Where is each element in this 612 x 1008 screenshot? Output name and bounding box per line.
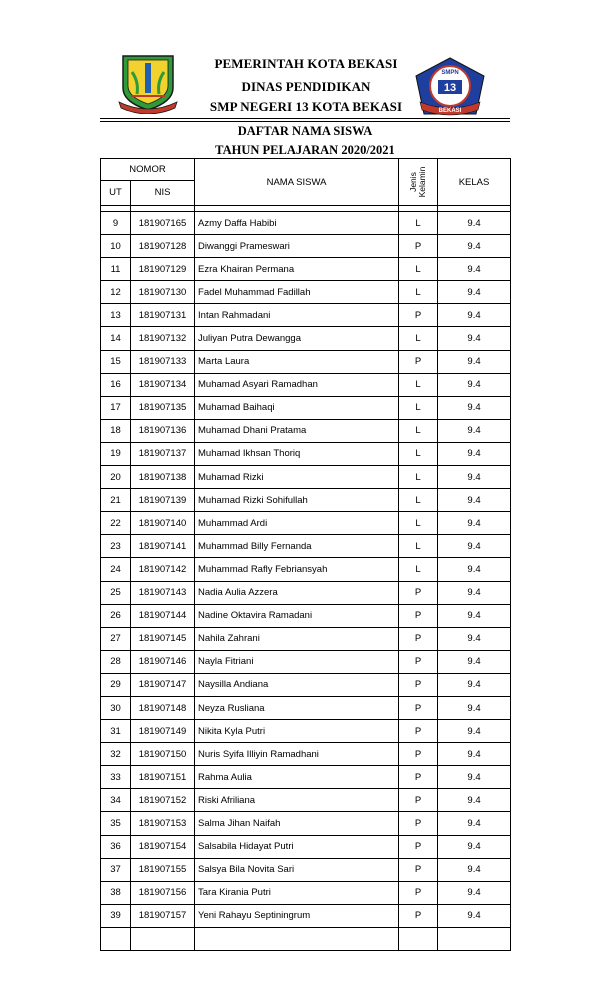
cell-kelas: 9.4: [438, 535, 511, 558]
cell-nis: 181907136: [131, 419, 195, 442]
cell-name: Yeni Rahayu Septiningrum: [195, 904, 399, 927]
cell-nis: 181907135: [131, 396, 195, 419]
cell-ut: 28: [101, 650, 131, 673]
cell-name: Marta Laura: [195, 350, 399, 373]
cell-ut: 18: [101, 419, 131, 442]
table-row: [101, 373, 511, 396]
cell-kelas: 9.4: [438, 835, 511, 858]
cell-nis: 181907138: [131, 466, 195, 489]
table-row: [101, 396, 511, 419]
cell-ut: 38: [101, 881, 131, 904]
cell-kelas: 9.4: [438, 419, 511, 442]
cell-nis: 181907130: [131, 281, 195, 304]
column-header-nama: NAMA SISWA: [195, 159, 399, 206]
cell-ut: 9: [101, 212, 131, 235]
cell-nis: 181907150: [131, 743, 195, 766]
cell-jk: L: [399, 212, 438, 235]
cell-nis: 181907154: [131, 835, 195, 858]
cell-ut: 27: [101, 627, 131, 650]
cell-kelas: 9.4: [438, 281, 511, 304]
cell-nis: 181907148: [131, 696, 195, 719]
table-row: [101, 535, 511, 558]
cell-kelas: 9.4: [438, 604, 511, 627]
cell-jk: P: [399, 789, 438, 812]
cell-ut: 20: [101, 466, 131, 489]
table-row: [101, 696, 511, 719]
cell-jk: L: [399, 419, 438, 442]
cell-nis: 181907149: [131, 720, 195, 743]
cell-kelas: 9.4: [438, 904, 511, 927]
cell-jk: P: [399, 858, 438, 881]
cell-jk: P: [399, 627, 438, 650]
school-logo-city: BEKASI: [438, 108, 462, 114]
cell-ut: 31: [101, 720, 131, 743]
cell-kelas: 9.4: [438, 743, 511, 766]
cell-name: Ezra Khairan Permana: [195, 258, 399, 281]
cell-jk: P: [399, 696, 438, 719]
cell-jk: P: [399, 766, 438, 789]
cell-nis: 181907141: [131, 535, 195, 558]
cell-kelas: 9.4: [438, 212, 511, 235]
cell-jk: L: [399, 442, 438, 465]
cell-kelas: 9.4: [438, 812, 511, 835]
cell-kelas: 9.4: [438, 304, 511, 327]
cell-ut: 33: [101, 766, 131, 789]
table-row: [101, 881, 511, 904]
cell-name: Muhamad Ikhsan Thoriq: [195, 442, 399, 465]
cell-name: Muhamad Asyari Ramadhan: [195, 373, 399, 396]
cell-kelas: 9.4: [438, 327, 511, 350]
cell-kelas: 9.4: [438, 766, 511, 789]
cell-name: Tara Kirania Putri: [195, 881, 399, 904]
column-header-jenis-kelamin: Jenis Kelamin: [399, 159, 438, 206]
cell-ut: 24: [101, 558, 131, 581]
cell-ut: 14: [101, 327, 131, 350]
cell-nis: 181907144: [131, 604, 195, 627]
cell-kelas: 9.4: [438, 558, 511, 581]
cell-name: Muhamad Rizki Sohifullah: [195, 489, 399, 512]
cell-name: Salsya Bila Novita Sari: [195, 858, 399, 881]
table-row: [101, 835, 511, 858]
table-row: [101, 650, 511, 673]
cell-ut: 19: [101, 442, 131, 465]
cell-jk: P: [399, 881, 438, 904]
cell-name: Juliyan Putra Dewangga: [195, 327, 399, 350]
cell-kelas: 9.4: [438, 858, 511, 881]
cell-ut: 22: [101, 512, 131, 535]
cell-ut: 32: [101, 743, 131, 766]
cell-kelas: 9.4: [438, 489, 511, 512]
cell-ut: 17: [101, 396, 131, 419]
column-header-kelas: KELAS: [438, 159, 511, 206]
cell-jk: L: [399, 512, 438, 535]
table-row: [101, 627, 511, 650]
cell-ut: 15: [101, 350, 131, 373]
table-row: [101, 304, 511, 327]
cell-kelas: 9.4: [438, 581, 511, 604]
student-table: [100, 158, 511, 951]
cell-nis: 181907140: [131, 512, 195, 535]
cell-nis: 181907151: [131, 766, 195, 789]
table-row: [101, 766, 511, 789]
cell-ut: 16: [101, 373, 131, 396]
cell-ut: 25: [101, 581, 131, 604]
cell-jk: P: [399, 350, 438, 373]
cell-ut: 29: [101, 673, 131, 696]
cell-jk: L: [399, 489, 438, 512]
column-header-nis: NIS: [131, 180, 195, 205]
cell-name: Muhamad Rizki: [195, 466, 399, 489]
cell-kelas: 9.4: [438, 789, 511, 812]
column-header-nomor: NOMOR: [101, 159, 195, 181]
cell-name: Diwanggi Prameswari: [195, 235, 399, 258]
cell-kelas: 9.4: [438, 466, 511, 489]
cell-ut: 39: [101, 904, 131, 927]
cell-nis: 181907128: [131, 235, 195, 258]
school-logo-icon: [414, 56, 486, 118]
cell-jk: P: [399, 235, 438, 258]
cell-kelas: 9.4: [438, 396, 511, 419]
cell-jk: P: [399, 673, 438, 696]
cell-nis: 181907139: [131, 489, 195, 512]
cell-jk: L: [399, 535, 438, 558]
school-logo-label: SMPN: [441, 70, 459, 76]
cell-jk: L: [399, 558, 438, 581]
table-row: [101, 419, 511, 442]
cell-jk: P: [399, 650, 438, 673]
cell-jk: P: [399, 743, 438, 766]
cell-jk: P: [399, 304, 438, 327]
cell-jk: L: [399, 373, 438, 396]
cell-ut: 11: [101, 258, 131, 281]
cell-ut: 36: [101, 835, 131, 858]
table-row: [101, 442, 511, 465]
cell-jk: P: [399, 720, 438, 743]
table-row: [101, 489, 511, 512]
cell-nis: 181907134: [131, 373, 195, 396]
cell-name: Nayla Fitriani: [195, 650, 399, 673]
cell-kelas: 9.4: [438, 350, 511, 373]
column-header-ut: UT: [101, 180, 131, 205]
cell-name: Azmy Daffa Habibi: [195, 212, 399, 235]
document-title: DAFTAR NAMA SISWA: [237, 124, 373, 138]
cell-name: Muhamad Baihaqi: [195, 396, 399, 419]
cell-name: Nikita Kyla Putri: [195, 720, 399, 743]
cell-nis: 181907143: [131, 581, 195, 604]
cell-name: Naysilla Andiana: [195, 673, 399, 696]
cell-nis: 181907157: [131, 904, 195, 927]
school-logo-number: 13: [443, 82, 457, 94]
cell-kelas: 9.4: [438, 673, 511, 696]
cell-name: Nahila Zahrani: [195, 627, 399, 650]
table-row: [101, 258, 511, 281]
cell-name: Muhammad Billy Fernanda: [195, 535, 399, 558]
cell-jk: P: [399, 904, 438, 927]
cell-name: Intan Rahmadani: [195, 304, 399, 327]
cell-name: Nuris Syifa Illiyin Ramadhani: [195, 743, 399, 766]
table-row: [101, 858, 511, 881]
cell-nis: 181907129: [131, 258, 195, 281]
cell-ut: 10: [101, 235, 131, 258]
table-row: [101, 327, 511, 350]
cell-nis: 181907165: [131, 212, 195, 235]
cell-name: Riski Afriliana: [195, 789, 399, 812]
table-row: [101, 812, 511, 835]
cell-nis: 181907152: [131, 789, 195, 812]
cell-ut: 37: [101, 858, 131, 881]
cell-jk: P: [399, 581, 438, 604]
cell-name: Muhammad Rafly Febriansyah: [195, 558, 399, 581]
cell-kelas: 9.4: [438, 627, 511, 650]
cell-name: Rahma Aulia: [195, 766, 399, 789]
cell-name: Neyza Rusliana: [195, 696, 399, 719]
table-row: [101, 235, 511, 258]
cell-nis: 181907142: [131, 558, 195, 581]
cell-kelas: 9.4: [438, 512, 511, 535]
cell-nis: 181907153: [131, 812, 195, 835]
table-row: [101, 673, 511, 696]
cell-nis: 181907133: [131, 350, 195, 373]
header-divider: [100, 118, 510, 119]
table-row: [101, 212, 511, 235]
cell-nis: 181907155: [131, 858, 195, 881]
cell-jk: P: [399, 835, 438, 858]
cell-kelas: 9.4: [438, 650, 511, 673]
table-row: [101, 350, 511, 373]
cell-nis: 181907146: [131, 650, 195, 673]
cell-nis: 181907131: [131, 304, 195, 327]
cell-kelas: 9.4: [438, 720, 511, 743]
cell-kelas: 9.4: [438, 235, 511, 258]
cell-ut: 34: [101, 789, 131, 812]
cell-name: Salma Jihan Naifah: [195, 812, 399, 835]
table-row: [101, 604, 511, 627]
cell-name: Muhammad Ardi: [195, 512, 399, 535]
table-row: [101, 904, 511, 927]
cell-name: Salsabila Hidayat Putri: [195, 835, 399, 858]
cell-ut: 30: [101, 696, 131, 719]
cell-nis: 181907137: [131, 442, 195, 465]
cell-kelas: 9.4: [438, 881, 511, 904]
cell-kelas: 9.4: [438, 258, 511, 281]
cell-ut: 35: [101, 812, 131, 835]
government-name: PEMERINTAH KOTA BEKASI: [214, 56, 398, 71]
cell-ut: 21: [101, 489, 131, 512]
cell-kelas: 9.4: [438, 696, 511, 719]
table-row: [101, 466, 511, 489]
table-row: [101, 281, 511, 304]
cell-name: Muhamad Dhani Pratama: [195, 419, 399, 442]
cell-jk: P: [399, 812, 438, 835]
table-row: [101, 512, 511, 535]
table-row: [101, 558, 511, 581]
cell-name: Fadel Muhammad Fadillah: [195, 281, 399, 304]
cell-nis: 181907156: [131, 881, 195, 904]
cell-jk: L: [399, 258, 438, 281]
header-divider-thin: [100, 121, 510, 122]
cell-nis: 181907132: [131, 327, 195, 350]
cell-ut: 12: [101, 281, 131, 304]
table-end-row: [101, 927, 511, 950]
table-row: [101, 581, 511, 604]
cell-name: Nadia Aulia Azzera: [195, 581, 399, 604]
cell-name: Nadine Oktavira Ramadani: [195, 604, 399, 627]
academic-year: TAHUN PELAJARAN 2020/2021: [215, 143, 395, 157]
table-row: [101, 789, 511, 812]
cell-jk: L: [399, 396, 438, 419]
cell-ut: 23: [101, 535, 131, 558]
cell-ut: 26: [101, 604, 131, 627]
cell-jk: L: [399, 281, 438, 304]
cell-jk: L: [399, 327, 438, 350]
school-name: SMP NEGERI 13 KOTA BEKASI: [209, 99, 403, 114]
cell-jk: P: [399, 604, 438, 627]
cell-kelas: 9.4: [438, 442, 511, 465]
cell-ut: 13: [101, 304, 131, 327]
department-name: DINAS PENDIDIKAN: [241, 79, 371, 94]
cell-kelas: 9.4: [438, 373, 511, 396]
table-row: [101, 743, 511, 766]
cell-nis: 181907145: [131, 627, 195, 650]
table-row: [101, 720, 511, 743]
cell-nis: 181907147: [131, 673, 195, 696]
letterhead: [0, 0, 612, 120]
cell-jk: L: [399, 466, 438, 489]
